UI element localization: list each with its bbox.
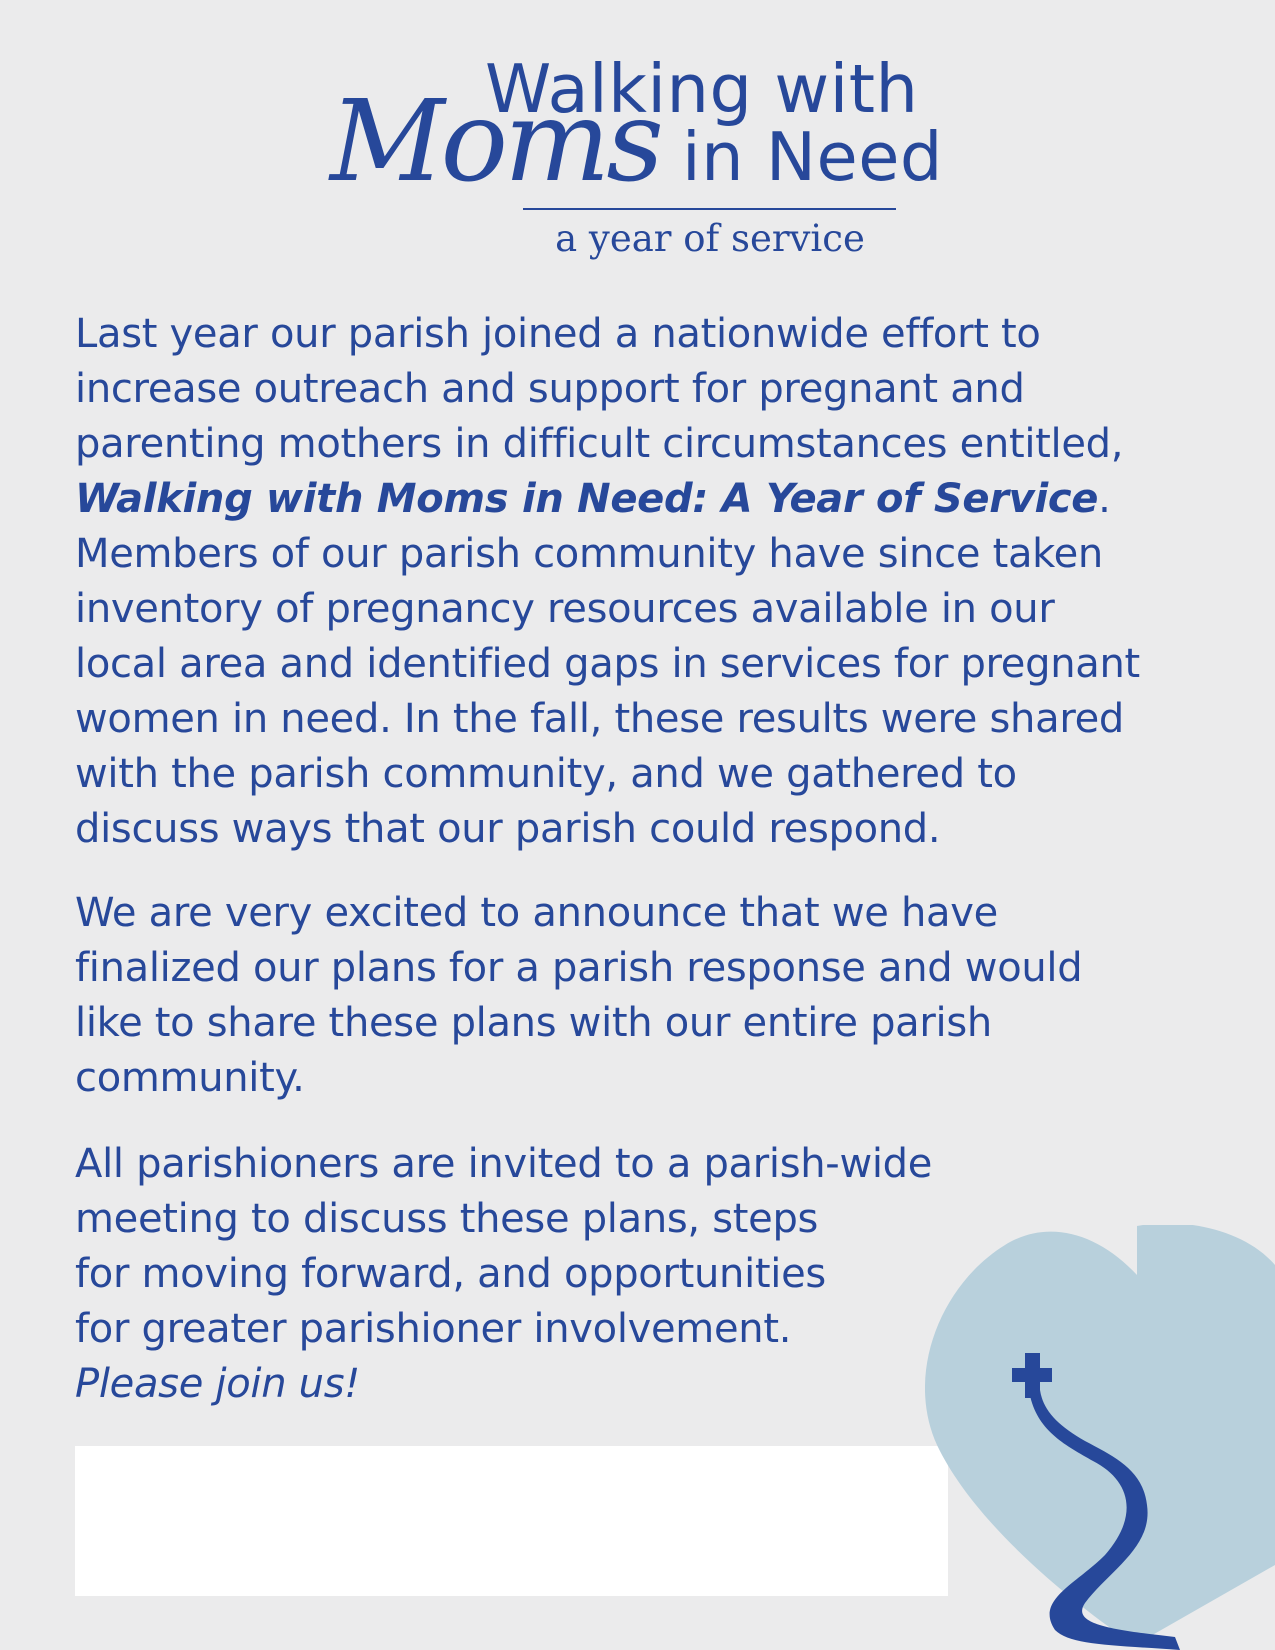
text-line: All parishioners are invited to a parish-wide: [75, 1141, 933, 1187]
text-line: We are very excited to announce that we have: [75, 890, 998, 936]
text-line: for greater parishioner involvement.: [75, 1306, 792, 1352]
logo-in-need: in Need: [682, 118, 943, 196]
program-title-line: [75, 472, 1215, 527]
text-line: local area and identified gaps in services for pregnant: [75, 641, 1140, 687]
text-line: like to share these plans with our entire parish: [75, 1000, 992, 1046]
text-line: inventory of pregnancy resources available in our: [75, 586, 1055, 632]
program-title: Walking with Moms in Need: A Year of Service: [75, 476, 1099, 522]
closing-line: Please join us!: [75, 1361, 361, 1407]
text-line: meeting to discuss these plans, steps: [75, 1196, 819, 1242]
text-line: community.: [75, 1055, 305, 1101]
program-logo: [330, 50, 950, 280]
logo-walking-with: Walking with: [485, 50, 919, 128]
heart-path-cross-icon: [925, 1225, 1275, 1650]
text-line: with the parish community, and we gathered to: [75, 751, 1017, 797]
text-line: Last year our parish joined a nationwide effort to: [75, 311, 1041, 357]
event-details-box: [75, 1446, 948, 1596]
text-line: for moving forward, and opportunities: [75, 1251, 826, 1297]
text-line: discuss ways that our parish could respond.: [75, 806, 941, 852]
text-line: finalized our plans for a parish response and would: [75, 945, 1083, 991]
cross-horizontal: [1012, 1368, 1052, 1382]
logo-divider: [523, 208, 896, 210]
text-line: increase outreach and support for pregnant and: [75, 366, 1025, 412]
text-line: parenting mothers in difficult circumstances entitled,: [75, 421, 1124, 467]
text-line: women in need. In the fall, these results were shared: [75, 696, 1124, 742]
logo-moms-script: Moms: [330, 77, 660, 207]
intro-paragraph: [75, 307, 1215, 857]
program-title-period: .: [1098, 476, 1111, 522]
logo-tagline: a year of service: [555, 217, 865, 260]
announcement-paragraph: [75, 886, 1215, 1106]
text-line: Members of our parish community have since taken: [75, 531, 1103, 577]
